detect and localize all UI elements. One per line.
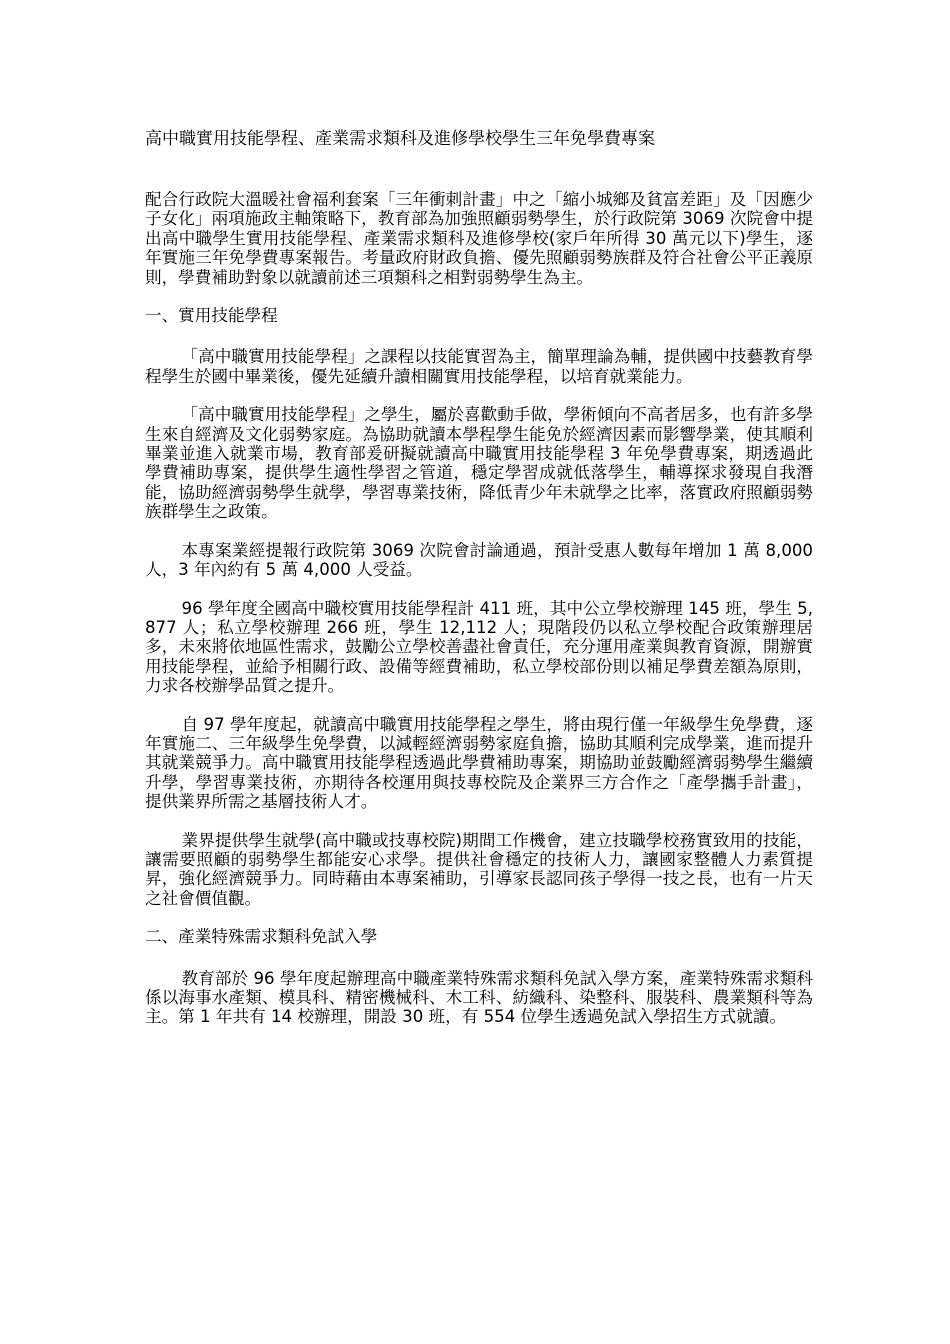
section-heading: 一、實用技能學程 [145, 306, 278, 326]
document-page [145, 126, 813, 1046]
body-paragraph: 業界提供學生就學(高中職或技專校院)期間工作機會，建立技職學校務實致用的技能，讓需要照顧的弱勢學生都能安心求學。提供社會穩定的技術人力，讓國家整體人力素質提昇，強化經濟競爭力。同時藉由本專案補助，引導家長認同孩子學得一技之長，也有一片天之社會價值觀。 [145, 830, 813, 908]
intro-paragraph: 配合行政院大溫暖社會福利套案「三年衝刺計畫」中之「縮小城鄉及貧富差距」及「因應少子女化」兩項施政主軸策略下，教育部為加強照顧弱勢學生，於行政院第 3069 次院會中提出高中職學生實用技能學程、產業需求類科及進修學校(家戶年所得 30 萬元以下)學生，逐年實施三年免學費專案報告。考量政府財政負擔、優先照顧弱勢族群及符合社會公平正義原則，學費補助對象以就讀前述三項類科之相對弱勢學生為主。 [145, 190, 813, 287]
body-paragraph: 教育部於 96 學年度起辦理高中職產業特殊需求類科免試入學方案，產業特殊需求類科係以海事水產類、模具科、精密機械科、木工科、紡織科、染整科、服裝科、農業類科等為主。第 1 年共有 14 校辦理，開設 30 班，有 554 位學生透過免試入學招生方式就讀。 [145, 968, 813, 1027]
body-paragraph: 本專案業經提報行政院第 3069 次院會討論通過，預計受惠人數每年增加 1 萬 8,000 人，3 年內約有 5 萬 4,000 人受益。 [145, 540, 813, 580]
body-paragraph: 自 97 學年度起，就讀高中職實用技能學程之學生，將由現行僅一年級學生免學費，逐年實施二、三年級學生免學費，以減輕經濟弱勢家庭負擔，協助其順利完成學業，進而提升其就業競爭力。高中職實用技能學程透過此學費補助專案，期協助並鼓勵經濟弱勢學生繼續升學，學習專業技術，亦期待各校運用與技專校院及企業界三方合作之「產學攜手計畫」，提供業界所需之基層技術人才。 [145, 714, 813, 812]
section-heading: 二、產業特殊需求類科免試入學 [145, 927, 378, 947]
body-paragraph: 96 學年度全國高中職校實用技能學程計 411 班，其中公立學校辦理 145 班，學生 5,877 人；私立學校辦理 266 班，學生 12,112 人；現階段仍以私立學校配合政策辦理居多，未來將依地區性需求，鼓勵公立學校善盡社會責任，充分運用產業與教育資源，開辦實用技能學程，並給予相關行政、設備等經費補助，私立學校部份則以補足學費差額為原則，力求各校辦學品質之提升。 [145, 598, 813, 696]
body-paragraph: 「高中職實用技能學程」之學生，屬於喜歡動手做，學術傾向不高者居多，也有許多學生來自經濟及文化弱勢家庭。為協助就讀本學程學生能免於經濟因素而影響學業，使其順利畢業並進入就業市場，教育部爰研擬就讀高中職實用技能學程 3 年免學費專案，期透過此學費補助專案，提供學生適性學習之管道，穩定學習成就低落學生，輔導探求發現自我潛能，協助經濟弱勢學生就學，學習專業技術，降低青少年未就學之比率，落實政府照顧弱勢族群學生之政策。 [145, 405, 813, 522]
section-practical-skills [145, 306, 813, 908]
document-title: 高中職實用技能學程、產業需求類科及進修學校學生三年免學費專案 [145, 129, 655, 149]
body-paragraph: 「高中職實用技能學程」之課程以技能實習為主，簡單理論為輔，提供國中技藝教育學程學生於國中畢業後，優先延續升讀相關實用技能學程，以培育就業能力。 [145, 347, 813, 386]
section-industry-demand [145, 927, 813, 1027]
